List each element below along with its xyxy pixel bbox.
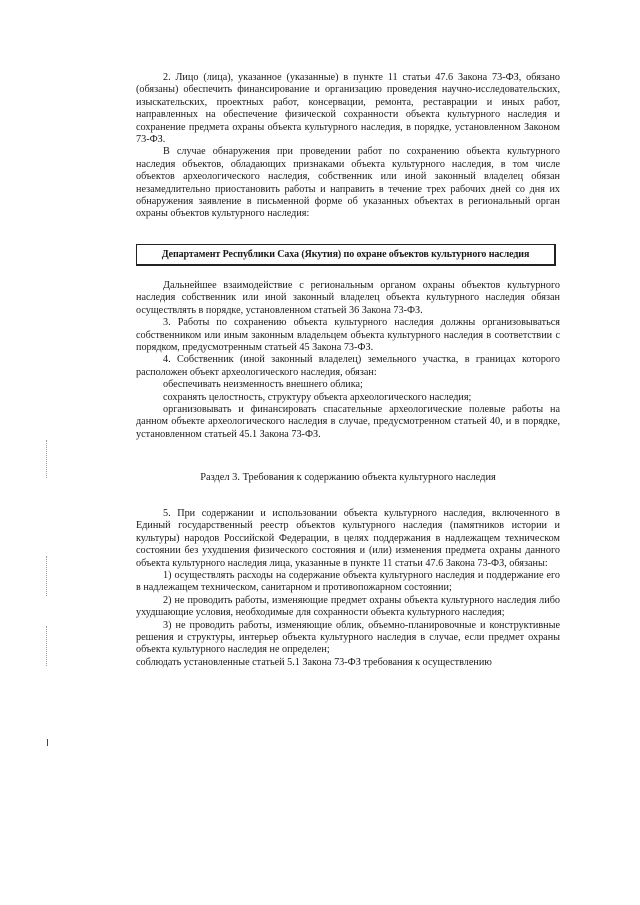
- department-box: Департамент Республики Саха (Якутия) по охране объектов культурного наследия: [136, 244, 556, 266]
- list-item: сохранять целостность, структуру объекта археологического наследия;: [163, 391, 472, 403]
- text-block-top: [136, 72, 560, 221]
- paragraph-item-4: 4. Собственник (иной законный владелец) земельного участка, в границах которого расположен объект археологического наследия, обязан:: [136, 354, 560, 378]
- list-item: 3) не проводить работы, изменяющие облик, объемно-планировочные и конструктивные решения и структуры, интерьер объекта культурного наследия в случае, если предмет охраны объекта культурного наследия не определен;: [136, 619, 560, 656]
- list-item: 2) не проводить работы, изменяющие предмет охраны объекта культурного наследия либо ухудшающие условия, необходимые для сохранности объекта культурного наследия;: [136, 594, 560, 619]
- list-item: 1) осуществлять расходы на содержание объекта культурного наследия и поддержание его в надлежащем техническом, санитарном и противопожарном состоянии;: [136, 570, 560, 594]
- paragraph-interaction: Дальнейшее взаимодействие с региональным органом охраны объектов культурного наследия собственник или иной законный владелец объекта культурного наследия обязан осуществлять в порядке, установленном статьей 36 Закона 73-ФЗ.: [136, 280, 560, 316]
- margin-dots: [46, 440, 49, 478]
- margin-dots: [46, 626, 49, 666]
- list-item: обеспечивать неизменность внешнего облика;: [163, 379, 363, 391]
- paragraph-item-5: 5. При содержании и использовании объекта культурного наследия, включенного в Единый государственный реестр объектов культурного наследия (памятников истории и культуры) народов Российской Федерации, в целях поддержания в надлежащем техническом состоянии без ухудшения физического состояния и (или) изменения предмета охраны данного объекта культурного наследия лица, указанные в пункте 11 статьи 47.6 Закона 73-ФЗ, обязаны:: [136, 508, 560, 569]
- text-block-bottom: [136, 508, 560, 669]
- paragraph-discovery: В случае обнаружения при проведении работ по сохранению объекта культурного наследия объектов, обладающих признаками объекта культурного наследия, в том числе объектов археологического наследия, собственник или иной законный владелец обязан незамедлительно приостановить работы и направить в течение трех рабочих дней со дня их обнаружения заявление в письменной форме об указанных объектах в региональный орган охраны объектов культурного наследия:: [136, 146, 560, 220]
- text-block-middle: [136, 280, 560, 441]
- list-item: соблюдать установленные статьей 5.1 Закона 73-ФЗ требования к осуществлению: [136, 656, 492, 668]
- margin-dots: [46, 556, 49, 596]
- list-item: организовывать и финансировать спасательные археологические полевые работы на данном объекте археологического наследия в случае, предусмотренном статьей 40, и в порядке, установленном статьей 45.1 Закона 73-ФЗ.: [136, 404, 560, 440]
- margin-tick: [47, 739, 48, 746]
- section-title: Раздел 3. Требования к содержанию объекта культурного наследия: [200, 472, 496, 483]
- paragraph-item-2: 2. Лицо (лица), указанное (указанные) в пункте 11 статьи 47.6 Закона 73-ФЗ, обязано (обязаны) обеспечить финансирование и организацию проведения научно-исследовательских, изыскательских, проектных работ, консервации, ремонта, реставрации и иных работ, направленных на обеспечение физической сохранности объекта культурного наследия и сохранение предмета охраны объекта культурного наследия, в порядке, установленном Законом 73-ФЗ.: [136, 72, 560, 146]
- paragraph-item-3: 3. Работы по сохранению объекта культурного наследия должны организовываться собственником или иным законным владельцем объекта культурного наследия в соответствии с порядком, предусмотренным статьей 45 Закона 73-ФЗ.: [136, 317, 560, 354]
